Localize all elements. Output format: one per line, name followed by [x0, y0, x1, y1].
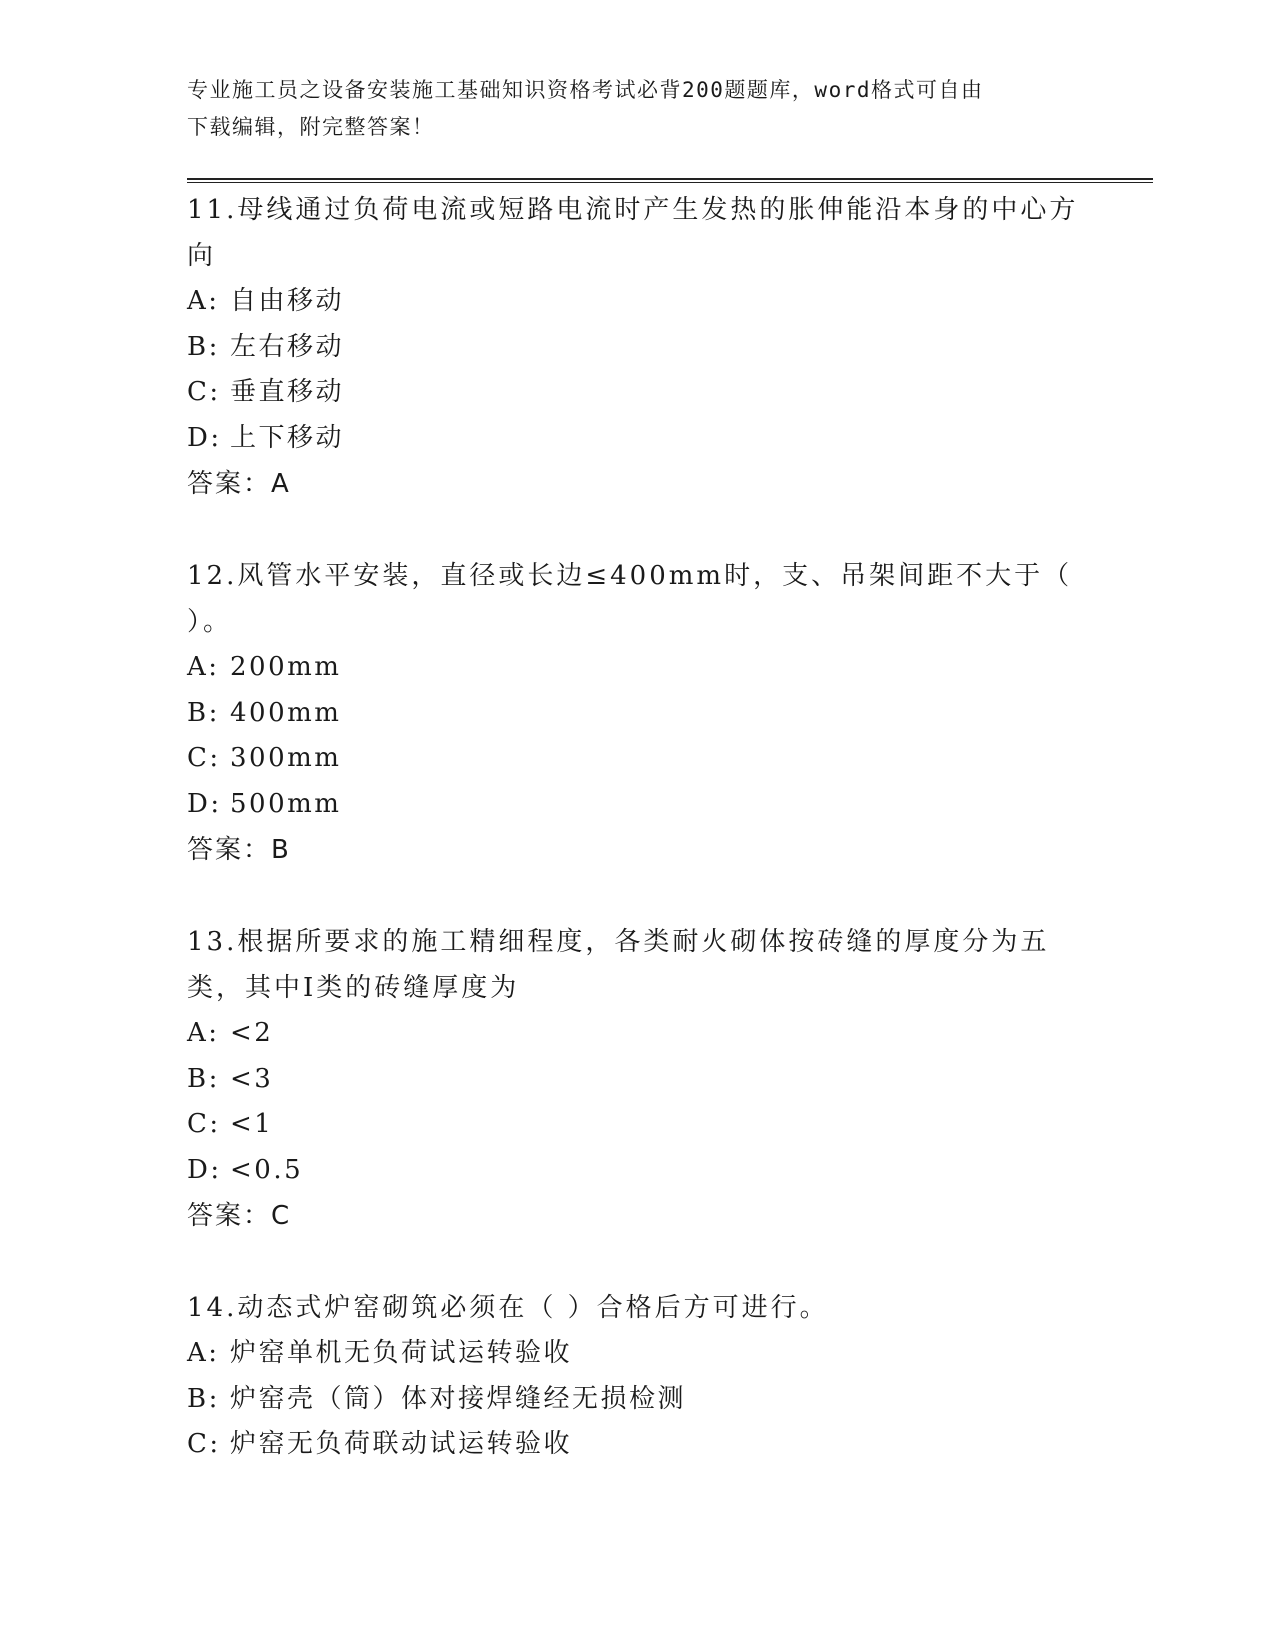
question-stem: 12.风管水平安装，直径或长边≤400mm时，支、吊架间距不大于（ ）。 [187, 561, 1073, 637]
question-13 [187, 919, 1087, 1239]
option-text: 左右移动 [230, 331, 345, 362]
option-label: C: [187, 1109, 221, 1139]
header-line-1: 专业施工员之设备安装施工基础知识资格考试必背200题题库，word格式可自由 [187, 78, 984, 102]
option-label: A: [187, 652, 220, 682]
header-divider [187, 178, 1153, 183]
header-line-2: 下载编辑，附完整答案！ [187, 115, 435, 139]
option-label: B: [187, 697, 220, 728]
answer-label: 答案： [187, 469, 272, 499]
option-b [187, 1057, 1087, 1103]
option-label: B: [187, 1383, 220, 1414]
option-a [187, 1011, 1087, 1057]
option-b [187, 691, 1087, 737]
option-c [187, 1422, 1087, 1468]
option-text: <2 [230, 1018, 274, 1048]
option-label: A: [187, 286, 220, 316]
question-12 [187, 553, 1087, 873]
option-d [187, 782, 1087, 828]
answer-label: 答案： [187, 1201, 272, 1231]
option-label: A: [187, 1018, 220, 1048]
answer-value: A [271, 469, 291, 499]
answer-value: B [271, 835, 291, 865]
option-a [187, 645, 1087, 691]
option-label: B: [187, 1063, 220, 1094]
question-stem: 11.母线通过负荷电流或短路电流时产生发热的胀伸能沿本身的中心方向 [187, 195, 1079, 271]
answer-line [187, 1193, 1087, 1239]
option-b [187, 325, 1087, 371]
option-text: <0.5 [230, 1154, 304, 1185]
document-header [187, 72, 1077, 146]
option-label: D: [187, 788, 222, 819]
answer-line [187, 461, 1087, 507]
option-label: C: [187, 377, 221, 407]
question-14 [187, 1285, 1087, 1468]
option-text: 垂直移动 [230, 377, 345, 407]
option-label: C: [187, 1429, 221, 1459]
question-11 [187, 187, 1087, 507]
option-a [187, 279, 1087, 325]
option-text: 自由移动 [230, 286, 345, 316]
option-label: C: [187, 743, 221, 773]
option-label: D: [187, 1154, 222, 1185]
option-text: <3 [230, 1063, 274, 1094]
option-label: A: [187, 1338, 220, 1368]
option-c [187, 736, 1087, 782]
option-c [187, 1102, 1087, 1148]
option-label: D: [187, 422, 222, 453]
question-stem: 14.动态式炉窑砌筑必须在（ ）合格后方可进行。 [187, 1293, 829, 1323]
option-text: <1 [230, 1109, 274, 1139]
answer-label: 答案： [187, 835, 272, 865]
question-stem: 13.根据所要求的施工精细程度，各类耐火砌体按砖缝的厚度分为五类，其中Ⅰ类的砖缝厚度为 [187, 927, 1050, 1003]
option-text: 炉窑单机无负荷试运转验收 [230, 1338, 573, 1368]
option-text: 上下移动 [230, 422, 345, 453]
option-text: 400mm [230, 697, 342, 728]
option-text: 200mm [230, 652, 342, 682]
option-text: 500mm [230, 788, 342, 819]
option-text: 炉窑无负荷联动试运转验收 [230, 1429, 573, 1459]
answer-value: C [271, 1201, 292, 1231]
option-b [187, 1377, 1087, 1423]
option-a [187, 1331, 1087, 1377]
option-text: 炉窑壳（筒）体对接焊缝经无损检测 [230, 1383, 687, 1414]
answer-line [187, 827, 1087, 873]
option-d [187, 416, 1087, 462]
option-text: 300mm [230, 743, 342, 773]
option-d [187, 1148, 1087, 1194]
option-label: B: [187, 331, 220, 362]
option-c [187, 370, 1087, 416]
question-list [187, 187, 1087, 1514]
